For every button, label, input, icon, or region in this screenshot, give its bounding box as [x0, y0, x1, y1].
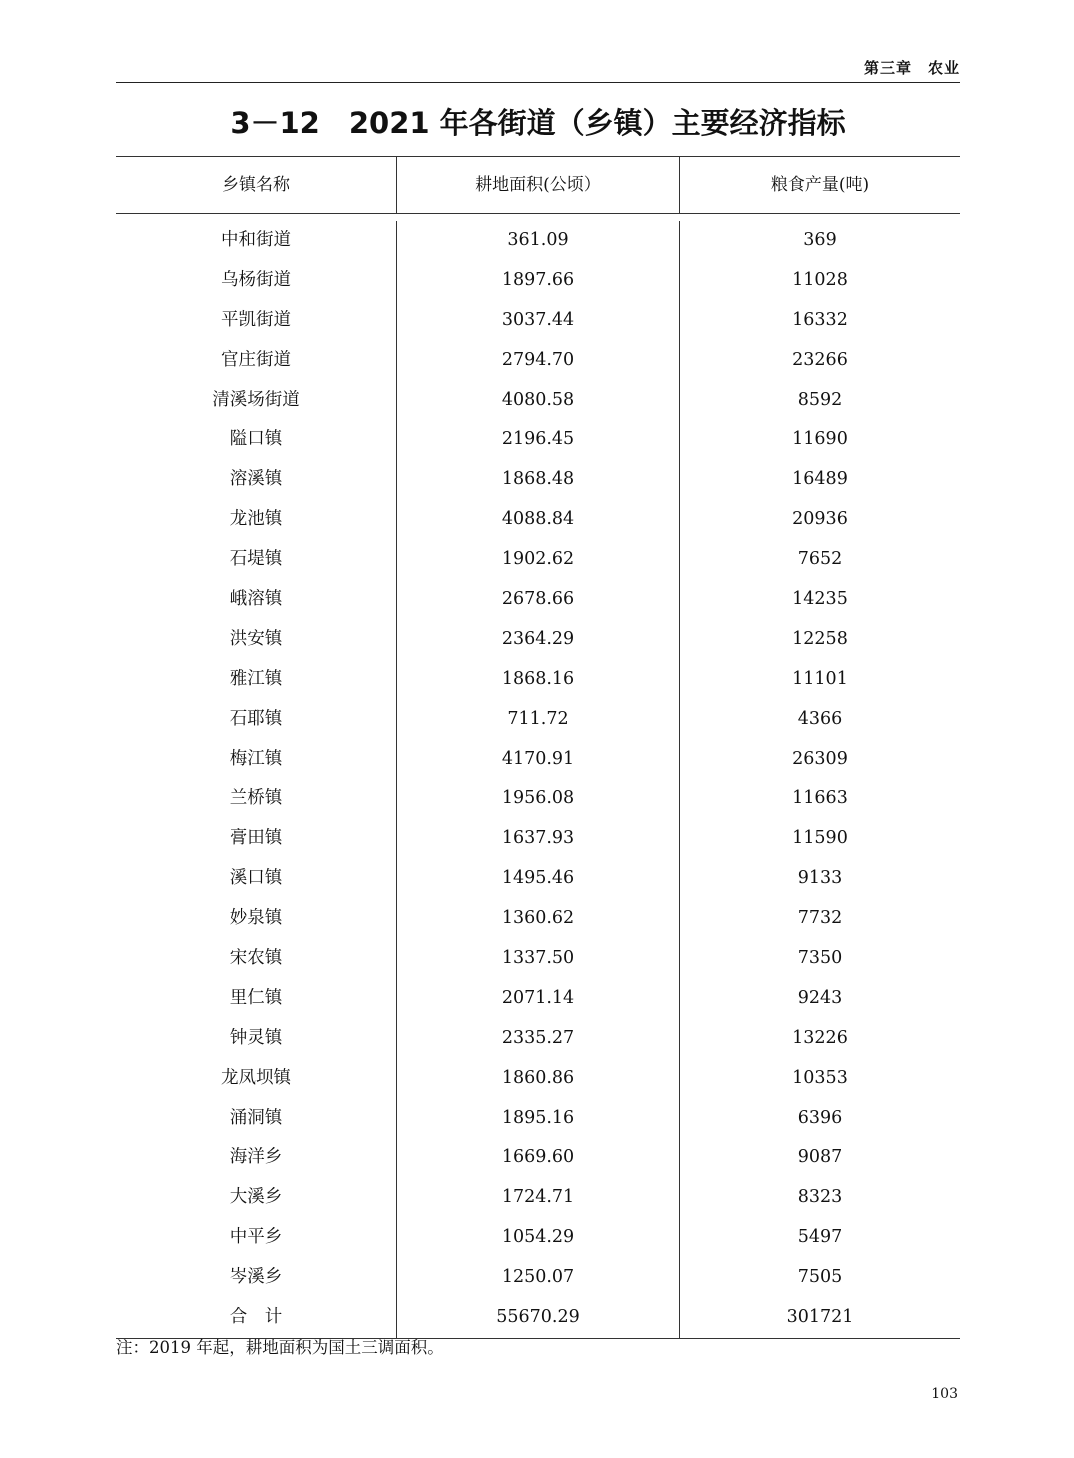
grain-output-cell: 9243: [797, 987, 843, 1008]
grain-output-cell: 11690: [792, 429, 848, 450]
town-name-cell: 兰桥镇: [116, 779, 397, 819]
farmland-area-cell: 4080.58: [397, 381, 680, 421]
grain-output-cell: 301721: [786, 1307, 854, 1328]
table-row: [116, 899, 960, 939]
table-row: [116, 500, 960, 540]
farmland-area-cell: 2364.29: [397, 620, 680, 660]
farmland-area-cell: 1897.66: [397, 261, 680, 301]
farmland-area-cell: 2071.14: [397, 979, 680, 1019]
table-row: [116, 221, 960, 261]
grain-output-cell: 13226: [792, 1027, 848, 1048]
farmland-area-cell: 1902.62: [397, 540, 680, 580]
table-total-row: [116, 1298, 960, 1338]
grain-output-cell: 6396: [797, 1107, 843, 1128]
town-name-cell: 峨溶镇: [116, 580, 397, 620]
column-header-grain-output: 粮食产量(吨): [770, 175, 870, 195]
town-name-cell: 洪安镇: [116, 620, 397, 660]
table-row: [116, 540, 960, 580]
town-name-cell: 海洋乡: [116, 1138, 397, 1178]
town-name-cell: 溪口镇: [116, 859, 397, 899]
farmland-area-cell: 3037.44: [397, 301, 680, 341]
town-name-cell: 合 计: [116, 1298, 397, 1338]
table-row: [116, 859, 960, 899]
grain-output-cell: 16489: [792, 469, 848, 490]
column-header-town-name: 乡镇名称: [116, 157, 397, 213]
table-row: [116, 939, 960, 979]
town-name-cell: 石耶镇: [116, 700, 397, 740]
table-row: [116, 381, 960, 421]
table-row: [116, 1218, 960, 1258]
table-row: [116, 341, 960, 381]
town-name-cell: 乌杨街道: [116, 261, 397, 301]
farmland-area-cell: 1956.08: [397, 779, 680, 819]
town-name-cell: 膏田镇: [116, 819, 397, 859]
farmland-area-cell: 2794.70: [397, 341, 680, 381]
table-body: [116, 214, 960, 1339]
town-name-cell: 岑溪乡: [116, 1258, 397, 1298]
grain-output-cell: 5497: [797, 1227, 843, 1248]
grain-output-cell: 23266: [792, 349, 848, 370]
table-row: [116, 819, 960, 859]
farmland-area-cell: 2335.27: [397, 1019, 680, 1059]
table-row: [116, 420, 960, 460]
grain-output-cell: 11590: [792, 828, 848, 849]
grain-output-cell: 7505: [797, 1267, 843, 1288]
town-name-cell: 中和街道: [116, 221, 397, 261]
town-name-cell: 龙池镇: [116, 500, 397, 540]
farmland-area-cell: 1860.86: [397, 1059, 680, 1099]
farmland-area-cell: 1868.48: [397, 460, 680, 500]
town-name-cell: 梅江镇: [116, 740, 397, 780]
table-row: [116, 301, 960, 341]
farmland-area-cell: 711.72: [397, 700, 680, 740]
farmland-area-cell: 1337.50: [397, 939, 680, 979]
grain-output-cell: 9133: [797, 868, 843, 889]
farmland-area-cell: 2678.66: [397, 580, 680, 620]
table-row: [116, 700, 960, 740]
farmland-area-cell: 4170.91: [397, 740, 680, 780]
grain-output-cell: 10353: [792, 1067, 848, 1088]
farmland-area-cell: 1360.62: [397, 899, 680, 939]
table-title: 3－12 2021 年各街道（乡镇）主要经济指标: [230, 106, 846, 140]
grain-output-cell: 26309: [792, 748, 848, 769]
town-name-cell: 官庄街道: [116, 341, 397, 381]
table-header-row: [116, 156, 960, 214]
table-row: [116, 979, 960, 1019]
farmland-area-cell: 361.09: [397, 221, 680, 261]
farmland-area-cell: 1637.93: [397, 819, 680, 859]
farmland-area-cell: 1669.60: [397, 1138, 680, 1178]
town-name-cell: 大溪乡: [116, 1178, 397, 1218]
town-name-cell: 中平乡: [116, 1218, 397, 1258]
table-row: [116, 1099, 960, 1139]
table-row: [116, 1138, 960, 1178]
farmland-area-cell: 1495.46: [397, 859, 680, 899]
grain-output-cell: 369: [803, 230, 837, 250]
table-row: [116, 660, 960, 700]
grain-output-cell: 11663: [792, 788, 848, 809]
farmland-area-cell: 1724.71: [397, 1178, 680, 1218]
grain-output-cell: 8323: [797, 1187, 843, 1208]
table-row: [116, 1019, 960, 1059]
farmland-area-cell: 4088.84: [397, 500, 680, 540]
grain-output-cell: 11028: [792, 269, 848, 290]
town-name-cell: 溶溪镇: [116, 460, 397, 500]
grain-output-cell: 4366: [797, 708, 843, 729]
column-header-farmland-area: 耕地面积(公顷）: [397, 157, 680, 213]
town-name-cell: 里仁镇: [116, 979, 397, 1019]
town-name-cell: 宋农镇: [116, 939, 397, 979]
page-number: 103: [931, 1386, 958, 1402]
table-row: [116, 620, 960, 660]
grain-output-cell: 7652: [797, 549, 843, 570]
chapter-label: 第三章 农业: [863, 59, 960, 77]
town-name-cell: 清溪场街道: [116, 381, 397, 421]
farmland-area-cell: 1250.07: [397, 1258, 680, 1298]
town-name-cell: 隘口镇: [116, 420, 397, 460]
grain-output-cell: 8592: [797, 389, 843, 410]
grain-output-cell: 11101: [792, 668, 848, 689]
table-row: [116, 460, 960, 500]
farmland-area-cell: 1868.16: [397, 660, 680, 700]
table-row: [116, 580, 960, 620]
town-name-cell: 涌洞镇: [116, 1099, 397, 1139]
farmland-area-cell: 2196.45: [397, 420, 680, 460]
farmland-area-cell: 1054.29: [397, 1218, 680, 1258]
table-footnote: 注：2019 年起，耕地面积为国土三调面积。: [116, 1338, 444, 1357]
table-row: [116, 740, 960, 780]
grain-output-cell: 7350: [797, 948, 843, 969]
economic-indicators-table: [116, 156, 960, 1339]
grain-output-cell: 20936: [792, 509, 848, 530]
grain-output-cell: 14235: [792, 589, 848, 610]
town-name-cell: 妙泉镇: [116, 899, 397, 939]
grain-output-cell: 7732: [797, 908, 843, 929]
table-row: [116, 1258, 960, 1298]
town-name-cell: 龙凤坝镇: [116, 1059, 397, 1099]
town-name-cell: 石堤镇: [116, 540, 397, 580]
grain-output-cell: 16332: [792, 309, 848, 330]
grain-output-cell: 9087: [797, 1147, 843, 1168]
farmland-area-cell: 55670.29: [397, 1298, 680, 1338]
grain-output-cell: 12258: [792, 628, 848, 649]
town-name-cell: 雅江镇: [116, 660, 397, 700]
table-row: [116, 779, 960, 819]
table-row: [116, 261, 960, 301]
table-row: [116, 1059, 960, 1099]
table-row: [116, 1178, 960, 1218]
running-header: [116, 56, 960, 83]
town-name-cell: 钟灵镇: [116, 1019, 397, 1059]
farmland-area-cell: 1895.16: [397, 1099, 680, 1139]
town-name-cell: 平凯街道: [116, 301, 397, 341]
